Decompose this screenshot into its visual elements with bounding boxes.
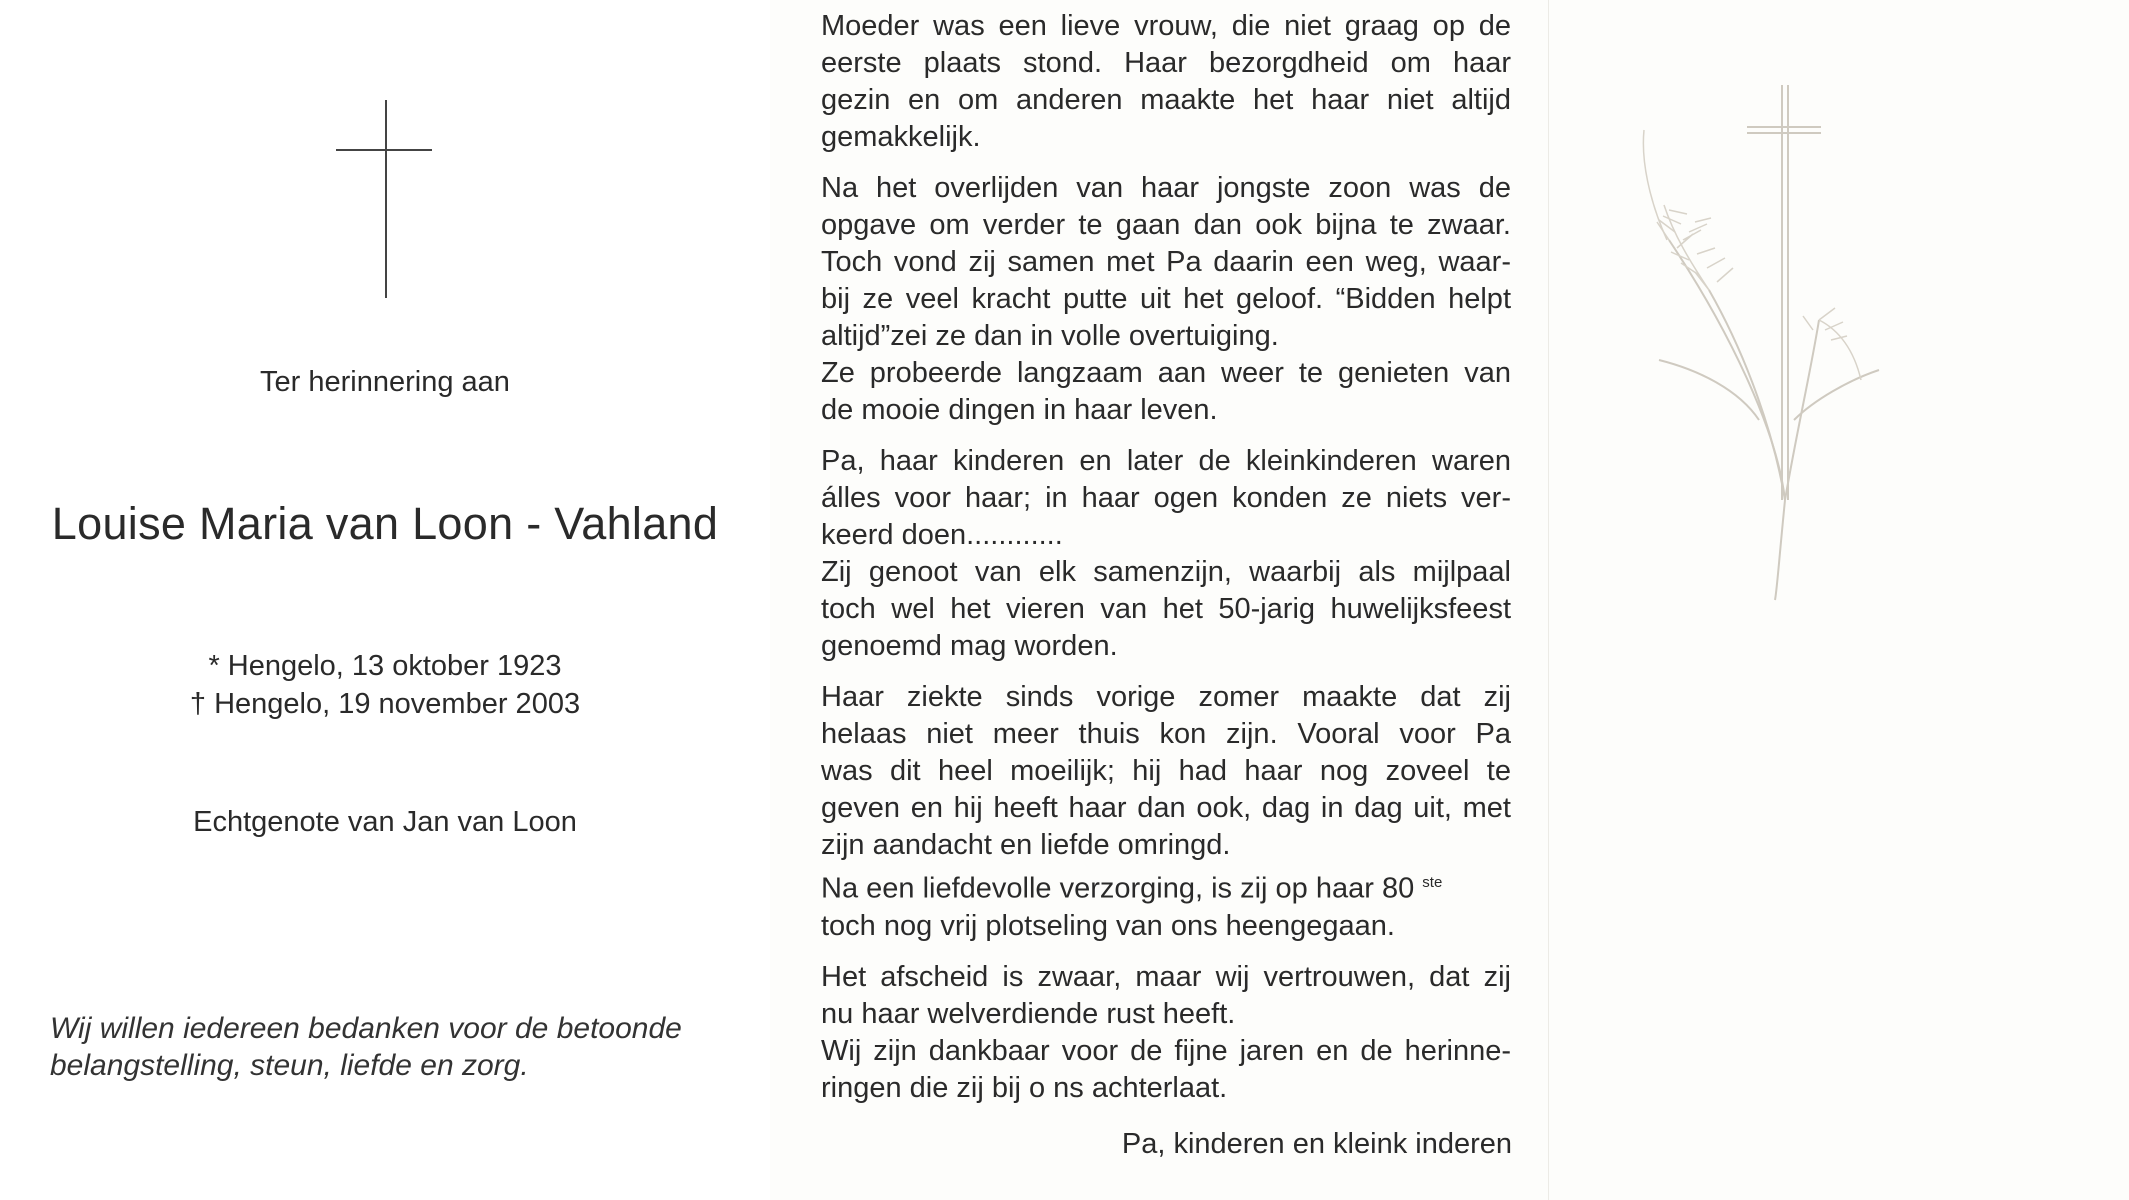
text-line: Moeder was een lieve vrouw, die niet graag op de (821, 10, 1511, 42)
wheat-stem (1709, 290, 1785, 500)
cross-horizontal-bar (336, 149, 432, 151)
text-line: nu haar welverdiende rust heeft. (821, 997, 1236, 1030)
wheat-ear-core (1664, 205, 1709, 290)
text-line-with-ordinal (821, 864, 1511, 908)
text-line: Zij genoot van elk samenzijn, waarbij als mijlpaal (821, 556, 1511, 588)
wheat-stem (1775, 500, 1785, 600)
left-panel (0, 0, 770, 1200)
text-line: eerste plaats stond. Haar bezorgdheid om haar (821, 47, 1511, 79)
thanks-line: Wij willen iedereen bedanken voor de betoonde (50, 1012, 682, 1045)
middle-panel (770, 0, 1548, 1200)
wheat-cross-icon (1549, 0, 2129, 1200)
paragraph (821, 443, 1511, 665)
text-line: toch wel het vieren van het 50-jarig huwelijksfeest (821, 593, 1511, 625)
text-line: Na het overlijden van haar jongste zoon was de (821, 172, 1511, 204)
text-line: Haar ziekte sinds vorige zomer maakte dat zij (821, 681, 1511, 713)
text-line: zijn aandacht en liefde omringd. (821, 829, 1231, 861)
birth-line: * Hengelo, 13 oktober 1923 (208, 650, 562, 682)
text-line: geven en hij heeft haar dan ook, dag in dag uit, met (821, 792, 1511, 824)
text-line: was dit heel moeilijk; hij had haar nog zoveel te (821, 755, 1511, 787)
text-line: gezin en om anderen maakte het haar niet altijd (821, 84, 1511, 116)
text-line: gemakkelijk. (821, 121, 981, 153)
text-line: Toch vond zij samen met Pa daarin een weg, waar- (821, 246, 1511, 278)
wheat-ear (1657, 210, 1711, 248)
signature: Pa, kinderen en kleink inderen (1121, 1128, 1512, 1160)
text-line: keerd doen............ (821, 519, 1063, 551)
wheat-ear (1671, 248, 1733, 290)
paragraph (821, 8, 1511, 156)
paragraph (821, 959, 1511, 1107)
wheat-leaf (1794, 370, 1879, 420)
text-line: Pa, haar kinderen en later de kleinkinderen waren (821, 445, 1511, 477)
spouse-line: Echtgenote van Jan van Loon (193, 806, 577, 838)
text-line: opgave om verder te gaan dan ook bijna te zwaar. (821, 209, 1511, 241)
cross-vertical-bar (385, 100, 387, 298)
text-line: genoemd mag worden. (821, 630, 1118, 662)
right-panel (1548, 0, 2129, 1200)
text-line: toch nog vrij plotseling van ons heengegaan. (821, 909, 1395, 942)
text-fragment: Na een liefdevolle verzorging, is zij op haar 80 (821, 872, 1415, 905)
text-line: Wij zijn dankbaar voor de fijne jaren en de herinne- (821, 1034, 1511, 1067)
text-line: helaas niet meer thuis kon zijn. Vooral voor Pa (821, 718, 1511, 750)
paragraph (821, 679, 1511, 945)
memorial-text (821, 8, 1511, 1121)
deceased-name: Louise Maria van Loon - Vahland (51, 498, 719, 549)
wheat-stem (1785, 320, 1819, 500)
death-line: † Hengelo, 19 november 2003 (189, 688, 581, 720)
text-line: álles voor haar; in haar ogen konden ze niets ver- (821, 482, 1511, 514)
ordinal-superscript: ste (1422, 874, 1443, 891)
text-line: altijd”zei ze dan in volle overtuiging. (821, 320, 1279, 352)
thanks-line: belangstelling, steun, liefde en zorg. (50, 1049, 529, 1082)
text-line: Ze probeerde langzaam aan weer te genieten van (821, 357, 1511, 389)
text-line: Het afscheid is zwaar, maar wij vertrouwen, dat zij (821, 960, 1511, 993)
wheat-ear-core (1819, 320, 1861, 380)
wheat-leaf (1659, 360, 1759, 420)
paragraph (821, 170, 1511, 429)
intro-text: Ter herinnering aan (260, 366, 510, 398)
text-line: bij ze veel kracht putte uit het geloof. “Bidden helpt (821, 283, 1511, 315)
text-line: ringen die zij bij o ns achterlaat. (821, 1071, 1228, 1104)
text-line: de mooie dingen in haar leven. (821, 394, 1218, 426)
wheat-stem (1669, 240, 1785, 500)
thanks-text (50, 1010, 730, 1084)
